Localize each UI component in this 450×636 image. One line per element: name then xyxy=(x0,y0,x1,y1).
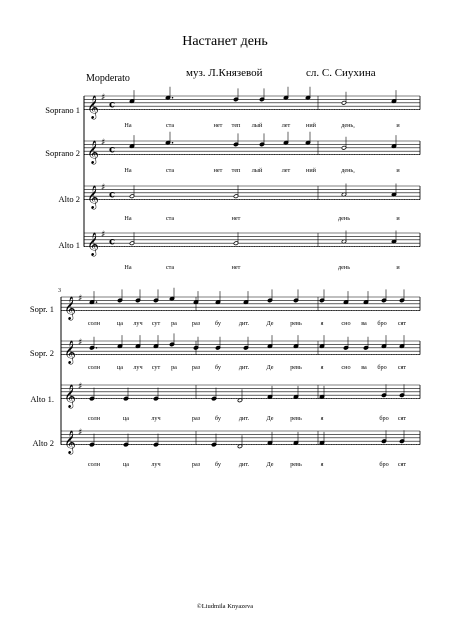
treble-clef: 𝄞 xyxy=(87,184,99,209)
lyric-syllable: раз xyxy=(191,461,201,468)
key-signature-sharp: ♯ xyxy=(101,230,106,241)
lyric-syllable: и xyxy=(396,264,400,271)
lyric-syllable: ва xyxy=(361,364,367,371)
tempo-marking: Mopderato xyxy=(86,73,130,84)
treble-clef: 𝄞 xyxy=(64,339,76,364)
part-label-soprano-2: Soprano 2 xyxy=(45,148,80,158)
lyric-syllable: ний xyxy=(306,167,316,174)
time-signature: c xyxy=(109,99,116,111)
lyric-syllable: луч xyxy=(133,320,143,327)
lyric-syllable: день, xyxy=(341,167,355,174)
lyric-syllable: сут xyxy=(151,320,161,327)
lyric-syllable: сно xyxy=(341,320,351,327)
lyric-syllable: ста xyxy=(165,215,175,222)
lyric-syllable: бро xyxy=(379,461,389,468)
lyric-syllable: ревь xyxy=(290,364,302,371)
lyric-syllable: дит. xyxy=(238,415,250,422)
part-label-soprano-1: Soprano 1 xyxy=(45,105,80,115)
lyric-syllable: нет xyxy=(213,167,223,174)
lyric-syllable: я xyxy=(320,415,324,422)
lyric-syllable: ста xyxy=(165,167,175,174)
lyric-syllable: ра xyxy=(171,320,177,327)
lyric-syllable: ца xyxy=(116,320,124,327)
lyric-syllable: и xyxy=(396,215,400,222)
composer-credit: муз. Л.Князевой xyxy=(186,67,263,79)
lyric-syllable: дит. xyxy=(238,364,250,371)
lyric-syllable: бу xyxy=(214,415,222,422)
lyric-syllable: ста xyxy=(165,264,175,271)
lyric-syllable: сно xyxy=(341,364,351,371)
lyric-syllable: солн xyxy=(87,461,101,468)
lyric-syllable: ра xyxy=(171,364,177,371)
lyric-syllable: теп xyxy=(231,122,241,129)
key-signature-sharp: ♯ xyxy=(78,382,83,393)
treble-clef: 𝄞 xyxy=(64,295,76,320)
lyric-syllable: я xyxy=(320,320,324,327)
lyric-syllable: солн xyxy=(87,415,101,422)
lyric-syllable: лет xyxy=(281,167,291,174)
lyric-syllable: теп xyxy=(231,167,241,174)
lyric-syllable: На xyxy=(124,122,132,129)
lyric-syllable: раз xyxy=(191,320,201,327)
lyric-syllable: бу xyxy=(214,320,222,327)
key-signature-sharp: ♯ xyxy=(101,138,106,149)
lyric-syllable: На xyxy=(124,167,132,174)
treble-clef: 𝄞 xyxy=(87,94,99,119)
part-label-alto-1: Alto 1 xyxy=(58,240,80,250)
lyric-syllable: Де xyxy=(266,364,274,371)
lyric-syllable: луч xyxy=(133,364,143,371)
lyric-syllable: солн xyxy=(87,364,101,371)
key-signature-sharp: ♯ xyxy=(101,93,106,104)
lyric-syllable: раз xyxy=(191,364,201,371)
lyric-syllable: ста xyxy=(165,122,175,129)
lyric-syllable: лет xyxy=(281,122,291,129)
lyric-syllable: сут xyxy=(151,364,161,371)
lyric-syllable: На xyxy=(124,264,132,271)
lyric-syllable: я xyxy=(320,461,324,468)
lyric-syllable: нет xyxy=(231,215,241,222)
treble-clef: 𝄞 xyxy=(64,429,76,454)
lyricist-credit: сл. С. Сиухина xyxy=(306,67,376,79)
lyric-syllable: ва xyxy=(361,320,367,327)
part-label-sopr-1: Sopr. 1 xyxy=(29,304,54,314)
treble-clef: 𝄞 xyxy=(64,383,76,408)
lyric-syllable: сят xyxy=(397,320,407,327)
lyric-syllable: и xyxy=(396,167,400,174)
part-label-alto-2b: Alto 2 xyxy=(32,438,54,448)
lyric-syllable: сят xyxy=(397,364,407,371)
lyric-syllable: бу xyxy=(214,461,222,468)
lyric-syllable: ний xyxy=(306,122,316,129)
time-signature: c xyxy=(109,236,116,248)
lyric-syllable: бу xyxy=(214,364,222,371)
lyric-syllable: дит. xyxy=(238,320,250,327)
part-label-alto-2: Alto 2 xyxy=(58,194,80,204)
lyric-syllable: сят xyxy=(397,415,407,422)
lyric-syllable: и xyxy=(396,122,400,129)
note-dot xyxy=(96,347,98,349)
treble-clef: 𝄞 xyxy=(87,139,99,164)
copyright-footer: ©Liudmila Knyazeva xyxy=(196,603,254,610)
key-signature-sharp: ♯ xyxy=(78,294,83,305)
lyric-syllable: солн xyxy=(87,320,101,327)
lyric-syllable: бро xyxy=(377,364,387,371)
lyric-syllable: день, xyxy=(341,122,355,129)
lyric-syllable: луч xyxy=(151,415,161,422)
lyric-syllable: нет xyxy=(213,122,223,129)
lyric-syllable: лый xyxy=(251,167,263,174)
score-title: Настанет день xyxy=(182,34,268,49)
lyric-syllable: ца xyxy=(116,364,124,371)
lyric-syllable: день xyxy=(337,215,351,222)
key-signature-sharp: ♯ xyxy=(101,183,106,194)
lyric-syllable: Де xyxy=(266,320,274,327)
lyric-syllable: ревь xyxy=(290,320,302,327)
part-label-sopr-2: Sopr. 2 xyxy=(29,348,54,358)
lyric-syllable: нет xyxy=(231,264,241,271)
lyric-syllable: дит. xyxy=(238,461,250,468)
lyric-syllable: бро xyxy=(377,320,387,327)
lyric-syllable: ревь xyxy=(290,415,302,422)
lyric-syllable: лый xyxy=(251,122,263,129)
lyric-syllable: бро xyxy=(379,415,389,422)
lyric-syllable: раз xyxy=(191,415,201,422)
note-dot xyxy=(172,142,174,144)
lyric-syllable: ревь xyxy=(290,461,302,468)
measure-number: 3 xyxy=(58,288,61,294)
part-label-alto-1b: Alto 1. xyxy=(30,394,54,404)
key-signature-sharp: ♯ xyxy=(78,428,83,439)
note-dot xyxy=(96,301,98,303)
lyric-syllable: На xyxy=(124,215,132,222)
lyric-syllable: ца xyxy=(122,461,130,468)
lyric-syllable: Де xyxy=(266,461,274,468)
time-signature: c xyxy=(109,144,116,156)
key-signature-sharp: ♯ xyxy=(78,338,83,349)
lyric-syllable: Де xyxy=(266,415,274,422)
lyric-syllable: сят xyxy=(397,461,407,468)
lyric-syllable: я xyxy=(320,364,324,371)
note-dot xyxy=(172,97,174,99)
lyric-syllable: ца xyxy=(122,415,130,422)
lyric-syllable: луч xyxy=(151,461,161,468)
time-signature: c xyxy=(109,189,116,201)
treble-clef: 𝄞 xyxy=(87,231,99,256)
lyric-syllable: день xyxy=(337,264,351,271)
